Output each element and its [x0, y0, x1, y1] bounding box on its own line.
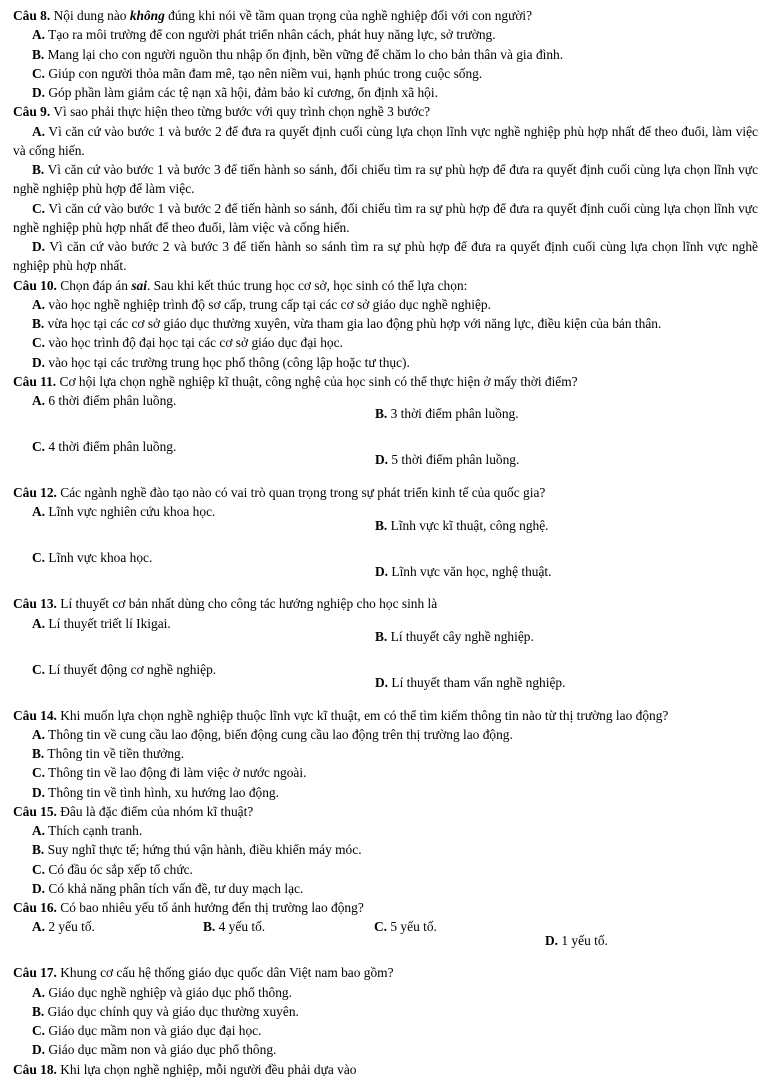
- question-number: Câu 8.: [13, 8, 51, 23]
- option-letter: D.: [32, 239, 46, 254]
- option-letter: A.: [32, 393, 46, 408]
- answer-option[interactable]: [13, 860, 758, 879]
- question-block: [13, 706, 758, 802]
- question-text: Khi muốn lựa chọn nghề nghiệp thuộc lĩnh vực kĩ thuật, em có thể tìm kiếm thông tin nào từ thị trường lao động?: [60, 707, 669, 723]
- option-text: Lĩnh vực văn học, nghệ thuật.: [391, 563, 552, 579]
- question-block: [13, 102, 758, 275]
- option-letter: B.: [375, 517, 388, 533]
- question-text: Các ngành nghề đào tạo nào có vai trò quan trọng trong sự phát triển kinh tế của quốc gia?: [60, 485, 546, 501]
- option-text: Giúp con người thỏa mãn đam mê, tạo nên niềm vui, hạnh phúc trong cuộc sống.: [48, 65, 483, 81]
- option-letter: B.: [32, 1003, 45, 1019]
- option-letter: D.: [32, 1042, 46, 1058]
- question-number: Câu 16.: [13, 900, 57, 916]
- question-block: [13, 372, 758, 483]
- option-text: Có khả năng phân tích vấn đề, tư duy mạch lạc.: [48, 880, 304, 896]
- question-stem: [13, 102, 758, 121]
- option-letter: C.: [32, 550, 46, 566]
- option-text: Lí thuyết cây nghề nghiệp.: [390, 629, 534, 645]
- answer-option[interactable]: [13, 45, 758, 64]
- answer-option[interactable]: [375, 673, 565, 692]
- question-text: Đâu là đặc điểm của nhóm kĩ thuật?: [60, 803, 254, 819]
- answer-option[interactable]: [32, 614, 375, 660]
- answer-option[interactable]: [13, 237, 758, 276]
- answer-option[interactable]: [375, 404, 519, 423]
- option-letter: D.: [375, 452, 389, 468]
- question-stem: [13, 594, 758, 613]
- option-text: Giáo dục mầm non và giáo dục đại học.: [48, 1023, 262, 1039]
- option-letter: C.: [32, 765, 46, 781]
- option-letter: D.: [32, 880, 46, 896]
- option-row: [13, 660, 758, 706]
- question-stem: [13, 1060, 758, 1079]
- option-letter: B.: [32, 46, 45, 62]
- option-text: 5 yếu tố.: [390, 919, 437, 935]
- option-letter: C.: [32, 661, 46, 677]
- question-text: Khung cơ cấu hệ thống giáo dục quốc dân Việt nam bao gồm?: [60, 965, 394, 981]
- question-block: [13, 6, 758, 102]
- answer-option[interactable]: [13, 821, 758, 840]
- answer-option[interactable]: [13, 64, 758, 83]
- answer-option[interactable]: [13, 983, 758, 1002]
- option-text: Vì căn cứ vào bước 1 và bước 2 để tiến hành so sánh, đối chiếu tìm ra sự phù hợp để đưa ra quyết định cuối cùng lựa chọn lĩnh vực nghề nghiệp phù hợp nhất để theo đuổi, làm việc và cống hiến.: [13, 200, 759, 235]
- option-text: Tạo ra môi trường để con người phát triển nhân cách, phát huy năng lực, sở trường.: [48, 27, 496, 43]
- option-letter: D.: [32, 784, 46, 800]
- option-row: [13, 548, 758, 594]
- option-row: [13, 614, 758, 660]
- answer-option[interactable]: [13, 1040, 758, 1059]
- option-letter: C.: [32, 335, 46, 351]
- option-text: Giáo dục chính quy và giáo dục thường xuyên.: [47, 1003, 299, 1019]
- option-text: 1 yếu tố.: [561, 932, 608, 948]
- option-letter: D.: [32, 85, 46, 100]
- answer-option[interactable]: [375, 562, 551, 581]
- option-text: vào học nghề nghiệp trình độ sơ cấp, trung cấp tại các cơ sở giáo dục nghề nghiệp.: [48, 296, 491, 312]
- question-text: Có bao nhiêu yếu tố ảnh hưởng đến thị trường lao động?: [60, 900, 364, 916]
- question-text: Nội dung nào: [53, 8, 130, 23]
- question-number: Câu 11.: [13, 373, 57, 389]
- option-letter: D.: [32, 354, 46, 370]
- question-stem: [13, 963, 758, 982]
- question-emphasis: không: [129, 8, 165, 23]
- option-letter: D.: [375, 675, 389, 691]
- answer-option[interactable]: [13, 744, 758, 763]
- answer-option[interactable]: [32, 660, 375, 706]
- option-row: [13, 391, 758, 437]
- option-text: Giáo dục mầm non và giáo dục phổ thông.: [48, 1042, 277, 1058]
- answer-option[interactable]: [13, 783, 758, 802]
- question-stem: [13, 372, 758, 391]
- question-number: Câu 18.: [13, 1061, 57, 1077]
- option-text: 4 yếu tố.: [218, 919, 266, 935]
- question-block: [13, 963, 758, 1059]
- option-letter: B.: [375, 629, 388, 645]
- answer-option[interactable]: [13, 333, 758, 352]
- option-letter: B.: [375, 406, 388, 422]
- question-text: Chọn đáp án: [60, 277, 132, 293]
- option-text: 4 thời điểm phân luồng.: [48, 439, 177, 455]
- question-block: [13, 276, 758, 372]
- option-text: vào học tại các trường trung học phổ thông (công lập hoặc tư thục).: [48, 354, 410, 370]
- option-letter: A.: [32, 726, 46, 742]
- answer-option[interactable]: [545, 931, 608, 950]
- answer-option[interactable]: [13, 1021, 758, 1040]
- question-stem: [13, 483, 758, 502]
- answer-option[interactable]: [375, 627, 534, 646]
- option-letter: A.: [32, 504, 46, 520]
- option-row: [13, 437, 758, 483]
- answer-option[interactable]: [13, 199, 758, 238]
- question-emphasis: sai: [131, 277, 147, 293]
- option-row: [13, 917, 758, 963]
- option-text: 5 thời điểm phân luồng.: [391, 452, 520, 468]
- answer-option[interactable]: [13, 122, 758, 161]
- answer-option[interactable]: [32, 548, 375, 594]
- question-block: [13, 483, 758, 594]
- option-row: [13, 502, 758, 548]
- answer-option[interactable]: [13, 353, 758, 372]
- option-text: Lí thuyết triết lí Ikigai.: [48, 615, 171, 631]
- option-text: 2 yếu tố.: [48, 919, 95, 935]
- question-text: Khi lựa chọn nghề nghiệp, mỗi người đều phải dựa vào: [60, 1061, 357, 1077]
- option-letter: C.: [32, 65, 46, 81]
- answer-option[interactable]: [13, 295, 758, 314]
- question-block: [13, 594, 758, 705]
- answer-option[interactable]: [375, 516, 549, 535]
- answer-option[interactable]: [13, 763, 758, 782]
- answer-option[interactable]: [13, 879, 758, 898]
- option-text: vừa học tại các cơ sở giáo dục thường xuyên, vừa tham gia lao động phù hợp với năng lực, điều kiện của bản thân.: [47, 316, 662, 331]
- answer-option[interactable]: [13, 314, 758, 333]
- option-text: Vì căn cứ vào bước 1 và bước 2 để đưa ra quyết định cuối cùng lựa chọn lĩnh vực nghề nghiệp phù hợp nhất để theo đuổi, làm việc và cống hiến.: [13, 123, 758, 158]
- question-number: Câu 15.: [13, 803, 57, 819]
- question-stem: [13, 276, 758, 295]
- answer-option[interactable]: [13, 160, 758, 199]
- option-letter: B.: [203, 919, 216, 935]
- option-text: vào học trình độ đại học tại các cơ sở giáo dục đại học.: [48, 335, 343, 351]
- option-text: Vì căn cứ vào bước 1 và bước 3 để tiến hành so sánh, đối chiếu tìm ra sự phù hợp để đưa ra quyết định cuối cùng lựa chọn lĩnh vực nghề nghiệp phù hợp để làm việc.: [13, 162, 759, 197]
- answer-option[interactable]: [13, 25, 758, 44]
- answer-option[interactable]: [32, 917, 203, 963]
- option-text: Vì căn cứ vào bước 2 và bước 3 để tiến hành so sánh tìm ra sự phù hợp để đưa ra quyết định cuối cùng lựa chọn lĩnh vực nghề nghiệp phù hợp nhất.: [13, 239, 758, 274]
- option-letter: A.: [32, 123, 46, 139]
- option-letter: C.: [374, 919, 388, 935]
- option-letter: A.: [32, 27, 46, 43]
- option-letter: A.: [32, 919, 46, 935]
- question-stem: [13, 898, 758, 917]
- answer-option[interactable]: [13, 83, 758, 102]
- option-text: Lí thuyết động cơ nghề nghiệp.: [48, 661, 217, 677]
- option-text: Góp phần làm giảm các tệ nạn xã hội, đảm bảo kỉ cương, ổn định xã hội.: [48, 85, 438, 100]
- answer-option[interactable]: [13, 1002, 758, 1021]
- option-letter: B.: [32, 162, 45, 177]
- option-text: Giáo dục nghề nghiệp và giáo dục phổ thông.: [48, 984, 292, 1000]
- option-text: Có đầu óc sắp xếp tổ chức.: [48, 861, 193, 877]
- option-letter: C.: [32, 439, 46, 455]
- option-text: Lĩnh vực nghiên cứu khoa học.: [48, 504, 216, 520]
- option-letter: C.: [32, 200, 46, 216]
- question-text-tail: đúng khi nói về tầm quan trọng của nghề nghiệp đối với con người?: [164, 8, 533, 23]
- question-stem: [13, 802, 758, 821]
- option-letter: A.: [32, 296, 46, 312]
- option-text: Lí thuyết tham vấn nghề nghiệp.: [391, 675, 566, 691]
- question-stem: [13, 706, 758, 725]
- option-text: 6 thời điểm phân luồng.: [48, 393, 177, 408]
- question-number: Câu 12.: [13, 485, 57, 501]
- answer-option[interactable]: [32, 391, 375, 437]
- answer-option[interactable]: [203, 917, 374, 963]
- option-text: Thông tin về tiền thưởng.: [47, 746, 185, 762]
- answer-option[interactable]: [32, 437, 375, 483]
- option-letter: A.: [32, 984, 46, 1000]
- option-letter: B.: [32, 842, 45, 858]
- option-letter: B.: [32, 316, 45, 331]
- option-text: Thông tin về lao động đi làm việc ở nước ngoài.: [48, 765, 307, 781]
- answer-option[interactable]: [374, 917, 545, 963]
- question-stem: [13, 6, 758, 25]
- option-letter: B.: [32, 746, 45, 762]
- option-letter: D.: [375, 563, 389, 579]
- answer-option[interactable]: [32, 502, 375, 548]
- option-text: Thông tin về cung cầu lao động, biến động cung cầu lao động trên thị trường lao động.: [48, 726, 513, 742]
- option-text: 3 thời điểm phân luồng.: [390, 406, 519, 422]
- question-number: Câu 14.: [13, 707, 57, 723]
- option-letter: D.: [545, 932, 559, 948]
- option-text: Lĩnh vực khoa học.: [48, 550, 153, 566]
- option-letter: A.: [32, 823, 46, 839]
- question-text: Lí thuyết cơ bản nhất dùng cho công tác hướng nghiệp cho học sinh là: [60, 596, 438, 612]
- question-text: Cơ hội lựa chọn nghề nghiệp kĩ thuật, công nghệ của học sinh có thể thực hiện ở mấy thời điểm?: [59, 373, 578, 389]
- question-number: Câu 13.: [13, 596, 57, 612]
- option-text: Suy nghĩ thực tế; hứng thú vận hành, điều khiển máy móc.: [47, 842, 362, 858]
- question-block: [13, 802, 758, 898]
- option-text: Mang lại cho con người nguồn thu nhập ổn định, bền vững để chăm lo cho bản thân và gia đình.: [47, 46, 564, 62]
- question-number: Câu 17.: [13, 965, 57, 981]
- option-letter: C.: [32, 861, 46, 877]
- option-letter: C.: [32, 1023, 46, 1039]
- option-text: Thích cạnh tranh.: [48, 823, 143, 839]
- question-text: Vì sao phải thực hiện theo từng bước với quy trình chọn nghề 3 bước?: [53, 104, 431, 120]
- question-block: [13, 1060, 758, 1079]
- question-number: Câu 10.: [13, 277, 57, 293]
- question-text-tail: . Sau khi kết thúc trung học cơ sở, học sinh có thể lựa chọn:: [146, 277, 468, 293]
- question-block: [13, 898, 758, 963]
- answer-option[interactable]: [375, 450, 519, 469]
- answer-option[interactable]: [13, 840, 758, 859]
- answer-option[interactable]: [13, 725, 758, 744]
- question-number: Câu 9.: [13, 104, 51, 120]
- option-text: Thông tin về tình hình, xu hướng lao động.: [48, 784, 279, 800]
- option-text: Lĩnh vực kĩ thuật, công nghệ.: [390, 517, 549, 533]
- option-letter: A.: [32, 615, 46, 631]
